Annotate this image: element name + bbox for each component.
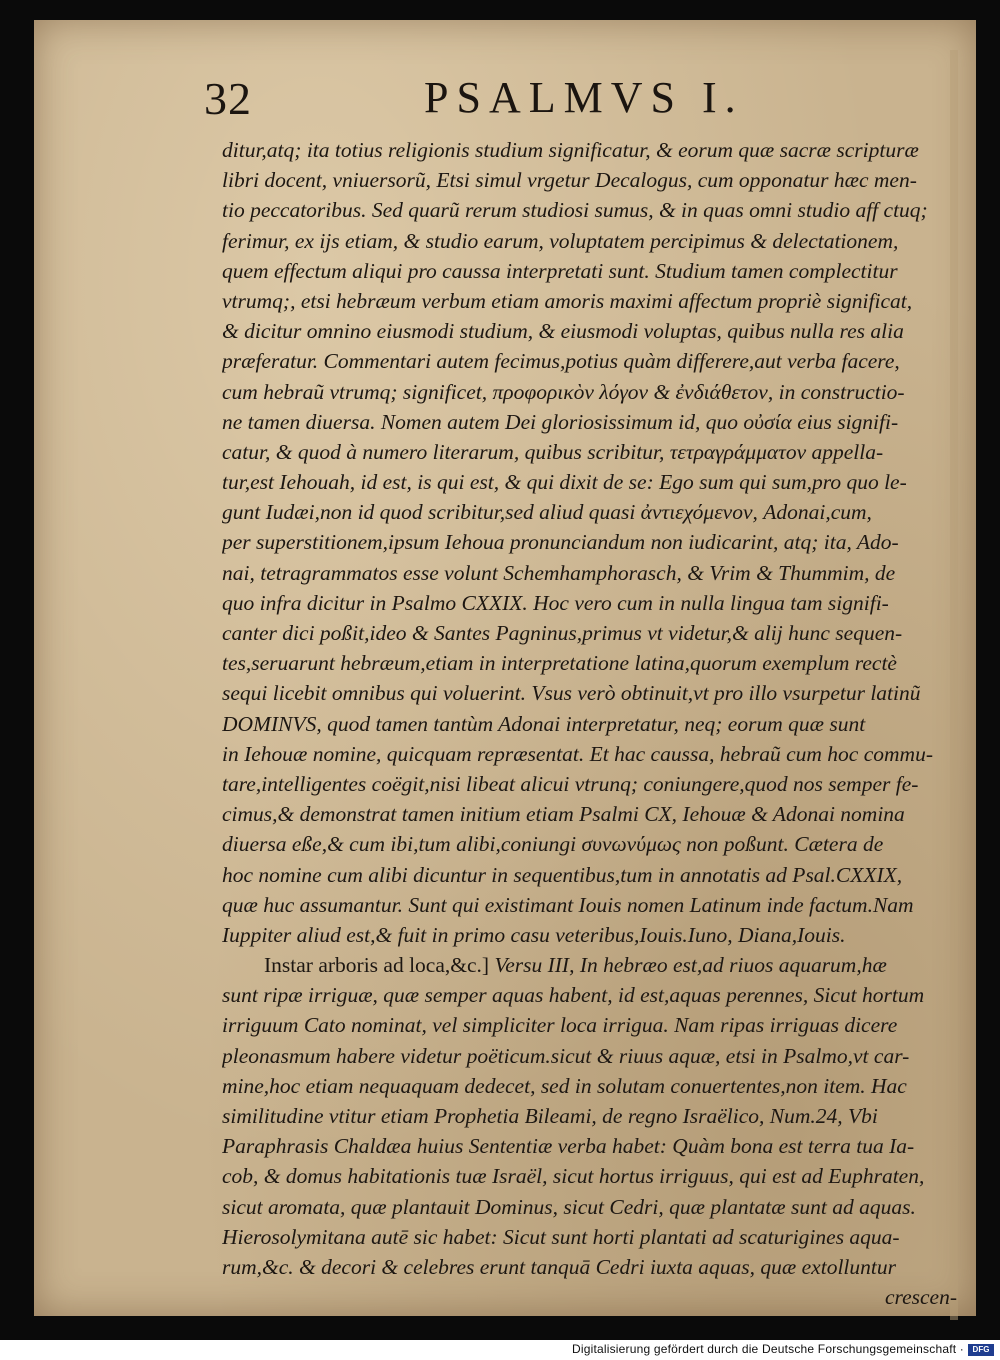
text-line: & dicitur omnino eiusmodi studium, & eiusmodi voluptas, quibus nulla res alia: [222, 319, 904, 344]
text-line: tio peccatoribus. Sed quarũ rerum studiosi sumus, & in quas omni studio aff ctuq;: [222, 198, 928, 223]
text-body: [222, 135, 957, 1312]
text-line: gunt Iudæi,non id quod scribitur,sed aliud quasi ἀντιεχόμενον, Adonai,cum,: [222, 500, 872, 525]
digitization-footer: [0, 1340, 1000, 1360]
text-line: cum hebraũ vtrumq; significet, προφορικὸν λόγον & ἐνδιάθετον, in constructio-: [222, 379, 905, 404]
text-line: tur,est Iehouah, id est, is qui est, & qui dixit de se: Ego sum qui sum,pro quo le-: [222, 470, 907, 495]
text-line: quem effectum aliqui pro caussa interpretati sunt. Studium tamen complectitur: [222, 258, 898, 283]
lemma-commentary: Versu III, In hebræo est,ad riuos aquarum,hæ: [489, 953, 887, 978]
text-line: hoc nomine cum alibi dicuntur in sequentibus,tum in annotatis ad Psal.CXXIX,: [222, 862, 903, 887]
text-line: canter dici poßit,ideo & Santes Pagninus,primus vt videtur,& alij hunc sequen-: [222, 621, 903, 645]
text-line: præferatur. Commentari autem fecimus,potius quàm differere,aut verba facere,: [222, 349, 900, 374]
text-line: tes,seruarunt hebræum,etiam in interpretatione latina,quorum exemplum rectè: [222, 651, 897, 676]
paragraph-first-line: [222, 950, 957, 980]
text-line: diuersa eße,& cum ibi,tum alibi,coniungi συνωνύμως non poßunt. Cætera de: [222, 832, 884, 857]
dfg-logo: DFG: [968, 1344, 994, 1356]
text-line: ne tamen diuersa. Nomen autem Dei gloriosissimum id, quo οὐσία eius signifi-: [222, 409, 899, 434]
text-line: Iuppiter aliud est,& fuit in primo casu veteribus,Iouis.Iuno, Diana,Iouis.: [222, 922, 846, 947]
text-line: Paraphrasis Chaldæa huius Sententiæ verba habet: Quàm bona est terra tua Ia-: [222, 1134, 915, 1159]
text-line: sequi licebit omnibus qui voluerint. Vsus verò obtinuit,vt pro illo vsurpetur latinũ: [222, 681, 921, 706]
page-number: 32: [204, 73, 252, 124]
text-line: nai, tetragrammatos esse volunt Schemhamphorasch, & Vrim & Thummim, de: [222, 560, 896, 585]
text-line: pleonasmum habere videtur poëticum.sicut & riuus aquæ, etsi in Psalmo,vt car-: [222, 1043, 910, 1068]
page-header: [34, 72, 976, 132]
text-line: cob, & domus habitationis tuæ Israël, sicut hortus irriguus, qui est ad Euphraten,: [222, 1164, 925, 1189]
catchword: crescen-: [884, 1285, 957, 1310]
funding-credit: Digitalisierung gefördert durch die Deutsche Forschungsgemeinschaft ·: [572, 1342, 964, 1356]
lemma: Instar arboris ad loca,&c.]: [264, 953, 490, 978]
text-line: DOMINVS, quod tamen tantùm Adonai interpretatur, neq; eorum quæ sunt: [222, 711, 866, 736]
text-line: tare,intelligentes coëgit,nisi libeat alicui vtrunq; coniungere,quod nos semper fe-: [222, 771, 919, 796]
text-line: quæ huc assumantur. Sunt qui existimant Iouis nomen Latinum inde factum.Nam: [222, 892, 914, 917]
text-line: mine,hoc etiam nequaquam dedecet, sed in solutam conuertentes,non item. Hac: [222, 1073, 907, 1098]
book-page: [34, 20, 976, 1316]
text-line: Hierosolymitana autē sic habet: Sicut sunt horti plantati ad scaturigines aqua-: [222, 1224, 900, 1249]
text-line: sunt ripæ irriguæ, quæ semper aquas habent, id est,aquas perennes, Sicut hortum: [222, 983, 925, 1008]
text-line: vtrumq;, etsi hebræum verbum etiam amoris maximi affectum propriè significat,: [222, 288, 913, 313]
text-line: ferimur, ex ijs etiam, & studio earum, voluptatem percipimus & delectationem,: [222, 228, 899, 253]
text-line: rum,&c. & decori & celebres erunt tanquā Cedri iuxta aquas, quæ extolluntur: [222, 1254, 896, 1279]
text-line: ditur,atq; ita totius religionis studium significatur, & eorum quæ sacræ scripturæ: [222, 138, 919, 162]
text-line: irriguum Cato nominat, vel simpliciter loca irrigua. Nam ripas irriguas dicere: [222, 1013, 898, 1038]
text-line: libri docent, vniuersorũ, Etsi simul vrgetur Decalogus, cum opponatur hæc men-: [222, 168, 917, 193]
text-line: similitudine vtitur etiam Prophetia Bileami, de regno Israëlico, Num.24, Vbi: [222, 1104, 878, 1128]
text-line: sicut aromata, quæ plantauit Dominus, sicut Cedri, quæ plantatæ sunt ad aquas.: [222, 1194, 916, 1219]
text-line: catur, & quod à numero literarum, quibus scribitur, τετραγράμματον appella-: [222, 439, 884, 464]
text-line: cimus,& demonstrat tamen initium etiam Psalmi CX, Iehouæ & Adonai nomina: [222, 802, 905, 827]
text-line: in Iehouæ nomine, quicquam repræsentat. Et hac caussa, hebraũ cum hoc commu-: [222, 741, 933, 766]
running-title: PSALMVS I.: [424, 73, 744, 122]
text-line: per superstitionem,ipsum Iehoua pronunciandum non iudicarint, atq; ita, Ado-: [222, 530, 899, 555]
text-line: quo infra dicitur in Psalmo CXXIX. Hoc vero cum in nulla lingua tam signifi-: [222, 590, 889, 615]
